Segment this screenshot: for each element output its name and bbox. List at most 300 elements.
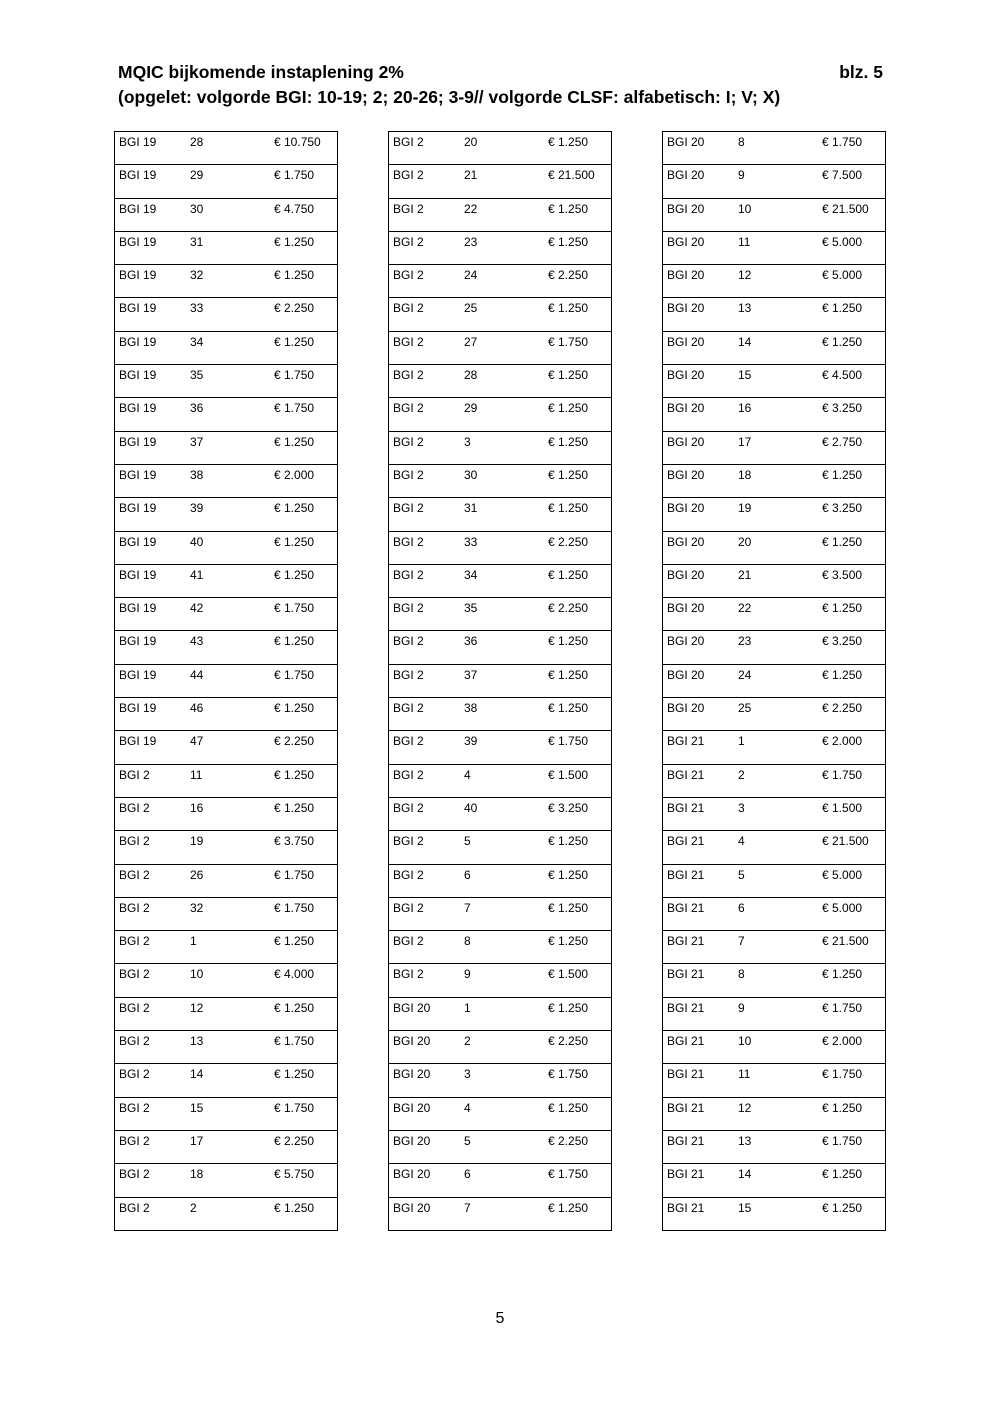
table-row	[663, 1197, 886, 1230]
number-cell: 27	[460, 331, 544, 364]
bgi-code-cell: BGI 2	[115, 864, 187, 897]
number-cell: 10	[186, 964, 270, 997]
bgi-code-cell: BGI 2	[389, 331, 461, 364]
loan-table-column-3	[662, 131, 886, 1231]
amount-cell: € 1.250	[270, 931, 338, 964]
bgi-code-cell: BGI 19	[115, 664, 187, 697]
bgi-code-cell: BGI 19	[115, 631, 187, 664]
table-row	[663, 564, 886, 597]
loan-table-column-2	[388, 131, 612, 1231]
number-cell: 41	[186, 564, 270, 597]
amount-cell: € 1.250	[544, 897, 612, 930]
table-row	[663, 864, 886, 897]
number-cell: 18	[186, 1164, 270, 1197]
table-row	[389, 797, 612, 830]
table-row	[115, 1197, 338, 1230]
bgi-code-cell: BGI 2	[115, 997, 187, 1030]
number-cell: 21	[460, 165, 544, 198]
amount-cell: € 1.250	[544, 464, 612, 497]
table-row	[115, 464, 338, 497]
amount-cell: € 1.250	[818, 331, 886, 364]
amount-cell: € 1.250	[818, 531, 886, 564]
table-row	[115, 698, 338, 731]
bgi-code-cell: BGI 19	[115, 398, 187, 431]
number-cell: 29	[460, 398, 544, 431]
bgi-code-cell: BGI 19	[115, 365, 187, 398]
amount-cell: € 1.750	[270, 664, 338, 697]
table-row	[115, 864, 338, 897]
amount-cell: € 21.500	[818, 831, 886, 864]
amount-cell: € 1.750	[818, 997, 886, 1030]
bgi-code-cell: BGI 19	[115, 198, 187, 231]
number-cell: 35	[460, 598, 544, 631]
bgi-code-cell: BGI 2	[389, 598, 461, 631]
table-row	[115, 731, 338, 764]
amount-cell: € 1.250	[270, 498, 338, 531]
amount-cell: € 1.250	[544, 398, 612, 431]
table-row	[115, 897, 338, 930]
table-row	[663, 464, 886, 497]
number-cell: 12	[734, 1097, 818, 1130]
amount-cell: € 2.250	[270, 1130, 338, 1163]
bgi-code-cell: BGI 2	[389, 931, 461, 964]
amount-cell: € 5.000	[818, 231, 886, 264]
number-cell: 2	[734, 764, 818, 797]
amount-cell: € 2.250	[544, 265, 612, 298]
bgi-code-cell: BGI 21	[663, 997, 735, 1030]
number-cell: 21	[734, 564, 818, 597]
number-cell: 29	[186, 165, 270, 198]
amount-cell: € 1.750	[270, 1097, 338, 1130]
table-row	[115, 198, 338, 231]
bgi-code-cell: BGI 20	[663, 165, 735, 198]
amount-cell: € 5.000	[818, 897, 886, 930]
table-row	[115, 531, 338, 564]
amount-cell: € 1.250	[270, 631, 338, 664]
amount-cell: € 2.750	[818, 431, 886, 464]
number-cell: 25	[734, 698, 818, 731]
amount-cell: € 1.250	[544, 431, 612, 464]
number-cell: 24	[460, 265, 544, 298]
number-cell: 23	[734, 631, 818, 664]
amount-cell: € 2.250	[270, 731, 338, 764]
amount-cell: € 7.500	[818, 165, 886, 198]
amount-cell: € 2.250	[544, 598, 612, 631]
amount-cell: € 1.250	[818, 964, 886, 997]
amount-cell: € 2.250	[818, 698, 886, 731]
number-cell: 40	[186, 531, 270, 564]
amount-cell: € 1.250	[544, 198, 612, 231]
table-row	[663, 631, 886, 664]
number-cell: 38	[460, 698, 544, 731]
table-row	[663, 132, 886, 165]
number-cell: 44	[186, 664, 270, 697]
amount-cell: € 1.750	[270, 1031, 338, 1064]
table-row	[663, 198, 886, 231]
bgi-code-cell: BGI 2	[389, 531, 461, 564]
bgi-code-cell: BGI 20	[663, 431, 735, 464]
amount-cell: € 1.250	[270, 1064, 338, 1097]
bgi-code-cell: BGI 2	[115, 1197, 187, 1230]
table-row	[389, 365, 612, 398]
table-row	[663, 964, 886, 997]
number-cell: 28	[186, 132, 270, 165]
number-cell: 5	[460, 1130, 544, 1163]
number-cell: 9	[734, 165, 818, 198]
amount-cell: € 3.500	[818, 564, 886, 597]
amount-cell: € 4.000	[270, 964, 338, 997]
table-row	[663, 698, 886, 731]
table-row	[389, 997, 612, 1030]
number-cell: 11	[734, 1064, 818, 1097]
table-row	[663, 831, 886, 864]
amount-cell: € 2.250	[270, 298, 338, 331]
bgi-code-cell: BGI 20	[663, 531, 735, 564]
table-row	[389, 1064, 612, 1097]
document-title: MQIC bijkomende instaplening 2%	[118, 62, 404, 82]
table-row	[389, 265, 612, 298]
table-row	[663, 931, 886, 964]
bgi-code-cell: BGI 20	[389, 1031, 461, 1064]
number-cell: 12	[734, 265, 818, 298]
table-row	[389, 431, 612, 464]
table-row	[115, 964, 338, 997]
amount-cell: € 1.250	[544, 997, 612, 1030]
table-row	[389, 1164, 612, 1197]
number-cell: 7	[460, 1197, 544, 1230]
amount-cell: € 1.250	[544, 664, 612, 697]
amount-cell: € 1.250	[544, 498, 612, 531]
bgi-code-cell: BGI 2	[389, 198, 461, 231]
amount-cell: € 1.250	[544, 931, 612, 964]
bgi-code-cell: BGI 21	[663, 1097, 735, 1130]
number-cell: 30	[186, 198, 270, 231]
amount-cell: € 1.250	[818, 664, 886, 697]
bgi-code-cell: BGI 20	[663, 132, 735, 165]
bgi-code-cell: BGI 21	[663, 931, 735, 964]
table-row	[389, 764, 612, 797]
table-row	[115, 498, 338, 531]
bgi-code-cell: BGI 2	[115, 1130, 187, 1163]
amount-cell: € 3.250	[544, 797, 612, 830]
table-row	[389, 964, 612, 997]
bgi-code-cell: BGI 2	[115, 1064, 187, 1097]
number-cell: 3	[460, 1064, 544, 1097]
bgi-code-cell: BGI 2	[389, 464, 461, 497]
bgi-code-cell: BGI 21	[663, 897, 735, 930]
amount-cell: € 1.250	[544, 132, 612, 165]
bgi-code-cell: BGI 2	[389, 664, 461, 697]
number-cell: 11	[186, 764, 270, 797]
amount-cell: € 1.250	[270, 564, 338, 597]
number-cell: 26	[186, 864, 270, 897]
bgi-code-cell: BGI 21	[663, 797, 735, 830]
amount-cell: € 1.750	[270, 398, 338, 431]
bgi-code-cell: BGI 2	[389, 631, 461, 664]
amount-cell: € 5.750	[270, 1164, 338, 1197]
amount-cell: € 3.250	[818, 631, 886, 664]
table-row	[389, 631, 612, 664]
number-cell: 3	[460, 431, 544, 464]
bgi-code-cell: BGI 19	[115, 331, 187, 364]
bgi-code-cell: BGI 20	[663, 464, 735, 497]
table-row	[389, 664, 612, 697]
amount-cell: € 1.250	[818, 1164, 886, 1197]
bgi-code-cell: BGI 2	[115, 1097, 187, 1130]
amount-cell: € 1.500	[818, 797, 886, 830]
number-cell: 4	[734, 831, 818, 864]
number-cell: 35	[186, 365, 270, 398]
bgi-code-cell: BGI 2	[389, 797, 461, 830]
table-row	[663, 1031, 886, 1064]
number-cell: 10	[734, 198, 818, 231]
bgi-code-cell: BGI 2	[389, 431, 461, 464]
number-cell: 33	[460, 531, 544, 564]
amount-cell: € 1.750	[818, 1064, 886, 1097]
bgi-code-cell: BGI 19	[115, 731, 187, 764]
number-cell: 7	[734, 931, 818, 964]
amount-cell: € 1.750	[818, 764, 886, 797]
number-cell: 46	[186, 698, 270, 731]
amount-cell: € 3.750	[270, 831, 338, 864]
amount-cell: € 1.750	[544, 1164, 612, 1197]
amount-cell: € 1.250	[270, 431, 338, 464]
number-cell: 9	[734, 997, 818, 1030]
table-row	[389, 132, 612, 165]
table-row	[389, 165, 612, 198]
bgi-code-cell: BGI 2	[389, 498, 461, 531]
table-row	[389, 931, 612, 964]
bgi-code-cell: BGI 2	[389, 764, 461, 797]
table-row	[663, 997, 886, 1030]
bgi-code-cell: BGI 2	[389, 731, 461, 764]
amount-cell: € 21.500	[818, 198, 886, 231]
bgi-code-cell: BGI 20	[663, 664, 735, 697]
number-cell: 36	[186, 398, 270, 431]
table-row	[663, 498, 886, 531]
number-cell: 8	[734, 964, 818, 997]
number-cell: 40	[460, 797, 544, 830]
bgi-code-cell: BGI 2	[389, 698, 461, 731]
bgi-code-cell: BGI 20	[663, 365, 735, 398]
bgi-code-cell: BGI 2	[389, 165, 461, 198]
table-row	[115, 997, 338, 1030]
amount-cell: € 2.250	[544, 1031, 612, 1064]
amount-cell: € 1.750	[270, 897, 338, 930]
amount-cell: € 1.250	[544, 698, 612, 731]
amount-cell: € 1.250	[270, 997, 338, 1030]
number-cell: 34	[460, 564, 544, 597]
bgi-code-cell: BGI 19	[115, 564, 187, 597]
number-cell: 3	[734, 797, 818, 830]
table-row	[663, 598, 886, 631]
table-row	[115, 331, 338, 364]
bgi-code-cell: BGI 2	[389, 964, 461, 997]
number-cell: 5	[460, 831, 544, 864]
table-row	[663, 165, 886, 198]
bgi-code-cell: BGI 19	[115, 464, 187, 497]
amount-cell: € 1.750	[818, 1130, 886, 1163]
page-label: blz. 5	[839, 62, 883, 82]
amount-cell: € 21.500	[544, 165, 612, 198]
amount-cell: € 1.250	[544, 864, 612, 897]
amount-cell: € 4.500	[818, 365, 886, 398]
number-cell: 15	[186, 1097, 270, 1130]
header-line-1	[118, 60, 883, 85]
table-row	[115, 931, 338, 964]
amount-cell: € 1.250	[270, 797, 338, 830]
table-row	[663, 664, 886, 697]
table-row	[389, 298, 612, 331]
bgi-code-cell: BGI 20	[663, 198, 735, 231]
table-row	[663, 1097, 886, 1130]
table-row	[663, 1064, 886, 1097]
bgi-code-cell: BGI 2	[115, 831, 187, 864]
table-row	[663, 398, 886, 431]
bgi-code-cell: BGI 19	[115, 231, 187, 264]
amount-cell: € 1.250	[544, 1197, 612, 1230]
number-cell: 10	[734, 1031, 818, 1064]
table-row	[115, 1064, 338, 1097]
bgi-code-cell: BGI 2	[115, 797, 187, 830]
amount-cell: € 1.750	[544, 1064, 612, 1097]
amount-cell: € 1.250	[544, 365, 612, 398]
number-cell: 2	[460, 1031, 544, 1064]
table-row	[663, 231, 886, 264]
table-row	[389, 398, 612, 431]
bgi-code-cell: BGI 2	[389, 564, 461, 597]
bgi-code-cell: BGI 2	[389, 897, 461, 930]
amount-cell: € 1.250	[270, 764, 338, 797]
page-header	[118, 60, 883, 110]
bgi-code-cell: BGI 2	[389, 298, 461, 331]
number-cell: 17	[186, 1130, 270, 1163]
bgi-code-cell: BGI 19	[115, 298, 187, 331]
number-cell: 23	[460, 231, 544, 264]
bgi-code-cell: BGI 19	[115, 498, 187, 531]
table-row	[663, 265, 886, 298]
number-cell: 16	[734, 398, 818, 431]
amount-cell: € 1.750	[270, 598, 338, 631]
bgi-code-cell: BGI 19	[115, 165, 187, 198]
number-cell: 20	[460, 132, 544, 165]
table-row	[389, 198, 612, 231]
bgi-code-cell: BGI 2	[389, 132, 461, 165]
number-cell: 7	[460, 897, 544, 930]
amount-cell: € 1.250	[544, 231, 612, 264]
table-row	[115, 1097, 338, 1130]
bgi-code-cell: BGI 2	[389, 365, 461, 398]
bgi-code-cell: BGI 20	[663, 398, 735, 431]
number-cell: 22	[460, 198, 544, 231]
table-row	[663, 731, 886, 764]
bgi-code-cell: BGI 21	[663, 964, 735, 997]
bgi-code-cell: BGI 2	[115, 897, 187, 930]
table-row	[389, 231, 612, 264]
table-row	[389, 897, 612, 930]
amount-cell: € 3.250	[818, 498, 886, 531]
loan-table-column-1	[114, 131, 338, 1231]
bgi-code-cell: BGI 21	[663, 1130, 735, 1163]
bgi-code-cell: BGI 2	[115, 931, 187, 964]
number-cell: 8	[460, 931, 544, 964]
amount-cell: € 1.250	[818, 298, 886, 331]
amount-cell: € 3.250	[818, 398, 886, 431]
amount-cell: € 1.500	[544, 764, 612, 797]
number-cell: 5	[734, 864, 818, 897]
bgi-code-cell: BGI 21	[663, 764, 735, 797]
bgi-code-cell: BGI 21	[663, 1064, 735, 1097]
bgi-code-cell: BGI 19	[115, 531, 187, 564]
bgi-code-cell: BGI 21	[663, 1197, 735, 1230]
table-row	[115, 165, 338, 198]
number-cell: 31	[460, 498, 544, 531]
bgi-code-cell: BGI 20	[389, 1064, 461, 1097]
number-cell: 6	[734, 897, 818, 930]
number-cell: 42	[186, 598, 270, 631]
number-cell: 11	[734, 231, 818, 264]
amount-cell: € 1.250	[818, 1197, 886, 1230]
number-cell: 4	[460, 764, 544, 797]
number-cell: 16	[186, 797, 270, 830]
table-row	[115, 564, 338, 597]
table-row	[389, 1197, 612, 1230]
number-cell: 9	[460, 964, 544, 997]
number-cell: 1	[186, 931, 270, 964]
bgi-code-cell: BGI 2	[389, 864, 461, 897]
bgi-code-cell: BGI 21	[663, 831, 735, 864]
bgi-code-cell: BGI 2	[115, 964, 187, 997]
table-row	[389, 831, 612, 864]
bgi-code-cell: BGI 20	[389, 1097, 461, 1130]
number-cell: 15	[734, 1197, 818, 1230]
number-cell: 18	[734, 464, 818, 497]
bgi-code-cell: BGI 2	[389, 265, 461, 298]
amount-cell: € 1.250	[270, 265, 338, 298]
amount-cell: € 21.500	[818, 931, 886, 964]
amount-cell: € 1.250	[270, 1197, 338, 1230]
amount-cell: € 5.000	[818, 864, 886, 897]
amount-cell: € 1.250	[270, 698, 338, 731]
bgi-code-cell: BGI 19	[115, 265, 187, 298]
bgi-code-cell: BGI 19	[115, 598, 187, 631]
amount-cell: € 1.250	[544, 564, 612, 597]
number-cell: 17	[734, 431, 818, 464]
table-row	[115, 664, 338, 697]
bgi-code-cell: BGI 2	[115, 764, 187, 797]
table-row	[115, 231, 338, 264]
number-cell: 13	[734, 1130, 818, 1163]
table-row	[115, 598, 338, 631]
amount-cell: € 1.250	[270, 331, 338, 364]
amount-cell: € 1.750	[270, 864, 338, 897]
amount-cell: € 10.750	[270, 132, 338, 165]
bgi-code-cell: BGI 21	[663, 731, 735, 764]
bgi-code-cell: BGI 20	[663, 698, 735, 731]
number-cell: 25	[460, 298, 544, 331]
table-row	[663, 298, 886, 331]
bgi-code-cell: BGI 21	[663, 1031, 735, 1064]
table-row	[115, 265, 338, 298]
number-cell: 37	[186, 431, 270, 464]
table-row	[389, 598, 612, 631]
number-cell: 38	[186, 464, 270, 497]
table-row	[389, 331, 612, 364]
table-row	[389, 1031, 612, 1064]
bgi-code-cell: BGI 20	[663, 598, 735, 631]
number-cell: 31	[186, 231, 270, 264]
amount-cell: € 1.250	[544, 1097, 612, 1130]
